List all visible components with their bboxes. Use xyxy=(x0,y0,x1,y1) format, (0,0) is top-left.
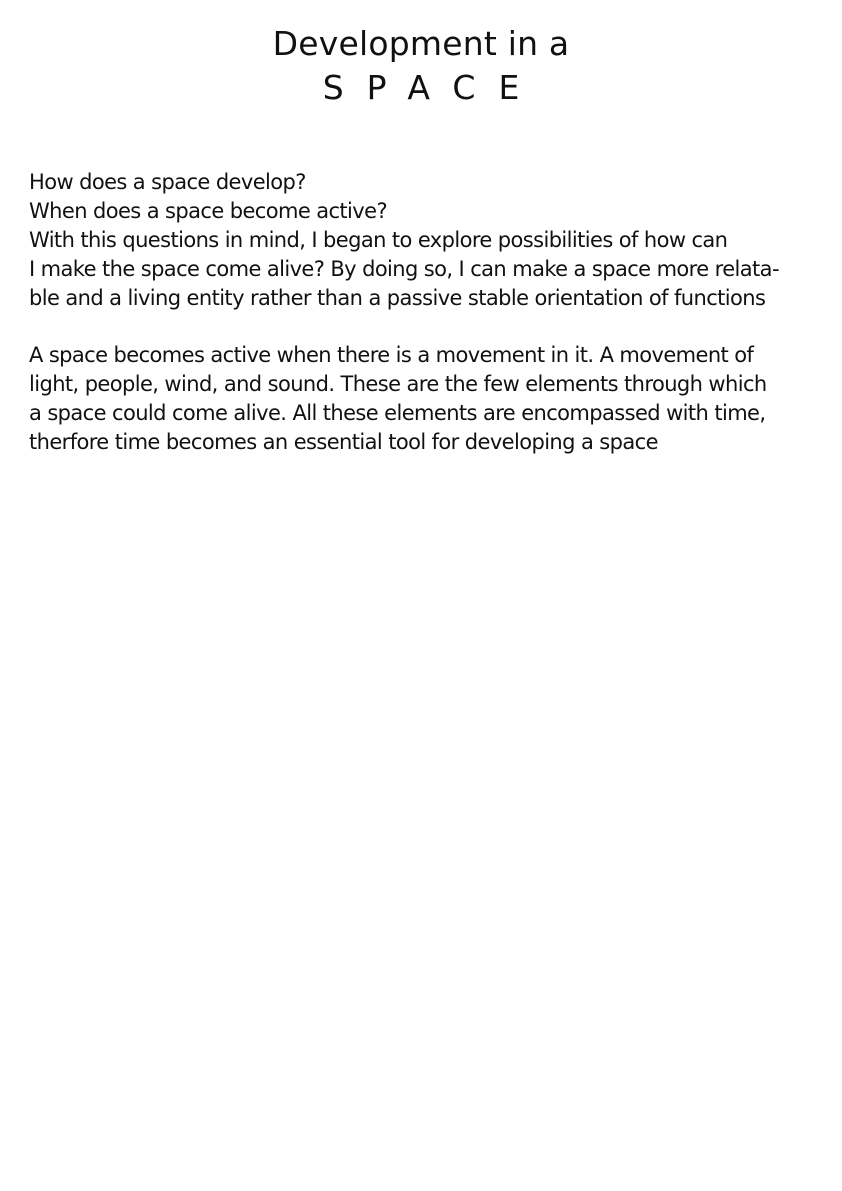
text-line: When does a space become active? xyxy=(29,199,387,223)
text-line: a space could come alive. All these elements are encompassed with time, xyxy=(29,401,766,425)
text-line: light, people, wind, and sound. These are the few elements through which xyxy=(29,372,767,396)
text-line: ble and a living entity rather than a passive stable orientation of functions xyxy=(29,286,766,310)
paragraph-1 xyxy=(29,168,819,313)
text-line: I make the space come alive? By doing so, I can make a space more relata- xyxy=(29,257,779,281)
text-line: therfore time becomes an essential tool for developing a space xyxy=(29,430,658,454)
title-line-1: Development in a xyxy=(272,24,570,63)
text-line: How does a space develop? xyxy=(29,170,306,194)
paragraph-2 xyxy=(29,341,819,457)
text-line: With this questions in mind, I began to explore possibilities of how can xyxy=(29,228,728,252)
title-line-2: SPACE xyxy=(322,68,543,107)
text-line: A space becomes active when there is a movement in it. A movement of xyxy=(29,343,754,367)
page-title xyxy=(0,24,842,110)
body-text xyxy=(29,168,819,457)
